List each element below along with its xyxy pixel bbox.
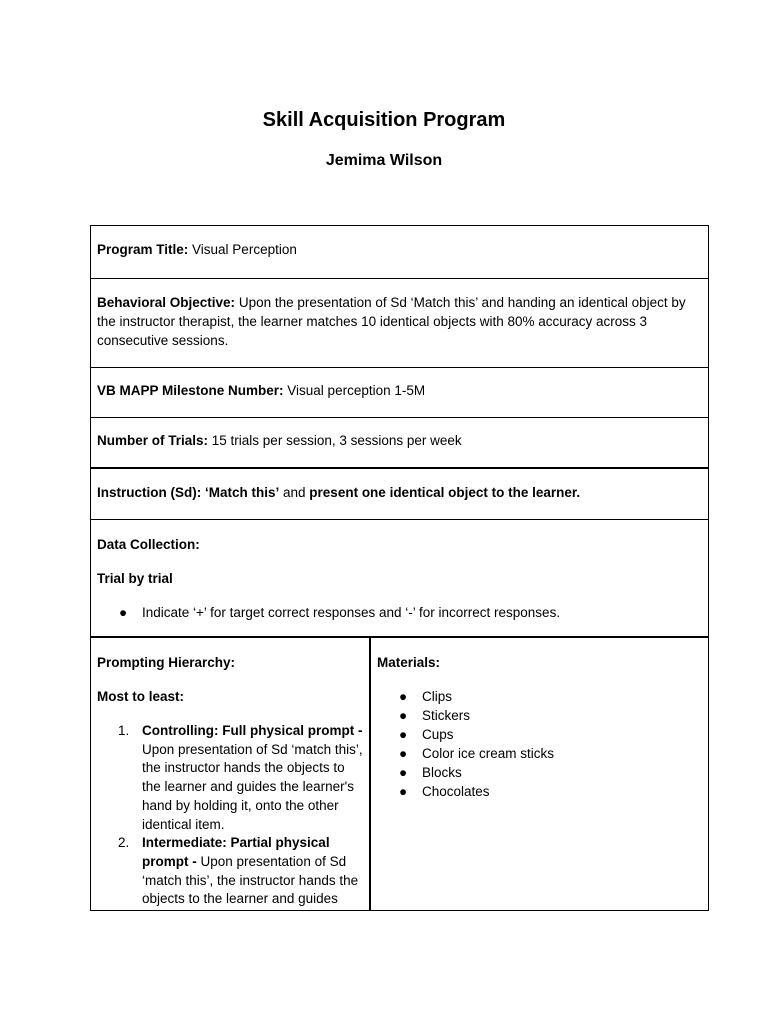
milestone-row bbox=[91, 368, 708, 418]
student-name: Jemima Wilson bbox=[325, 152, 443, 169]
data-collection-heading: Data Collection: bbox=[97, 537, 200, 552]
list-item: ● Cups bbox=[399, 727, 454, 742]
data-collection-row bbox=[91, 520, 708, 638]
bullet-icon: ● bbox=[399, 765, 408, 780]
materials-column bbox=[371, 638, 708, 910]
list-item: ● Chocolates bbox=[399, 784, 490, 799]
behavioral-objective-value: Upon the presentation of Sd ‘Match this’ and handing an identical object by the instructor therapist, the learner matches 10 identical objects with 80% accuracy across 3 consecutive sessions. bbox=[97, 295, 686, 348]
list-item: ● Blocks bbox=[399, 765, 462, 780]
data-collection-method: Trial by trial bbox=[97, 571, 173, 586]
list-item: ● Color ice cream sticks bbox=[399, 746, 555, 761]
prompting-heading: Prompting Hierarchy: bbox=[97, 655, 236, 670]
milestone-value: Visual perception 1-5M bbox=[283, 383, 426, 398]
bullet-icon: ● bbox=[399, 746, 408, 761]
prompting-steps bbox=[97, 722, 367, 909]
instruction-label: Instruction (Sd): bbox=[97, 485, 202, 500]
materials-heading: Materials: bbox=[377, 655, 441, 670]
program-table bbox=[90, 225, 709, 911]
prompting-order: Most to least: bbox=[97, 689, 185, 704]
instruction-quote: ‘Match this’ bbox=[201, 485, 280, 500]
instruction-row bbox=[91, 469, 708, 520]
milestone-label: VB MAPP Milestone Number: bbox=[97, 383, 284, 398]
list-item: 2. Intermediate: Partial physical prompt - Upon presentation of Sd ‘match this’, the instructor hands the objects to the learner and guides bbox=[118, 835, 359, 907]
bullet-icon: ● bbox=[399, 784, 408, 799]
bullet-icon: ● bbox=[119, 605, 128, 620]
list-item: ● Clips bbox=[399, 689, 453, 704]
trials-label: Number of Trials: bbox=[97, 433, 209, 448]
document-title: Skill Acquisition Program bbox=[262, 109, 506, 131]
program-title-label: Program Title: bbox=[97, 242, 189, 257]
behavioral-objective-row bbox=[91, 279, 708, 368]
instruction-action: present one identical object to the learner. bbox=[309, 485, 581, 500]
bullet-icon: ● bbox=[399, 727, 408, 742]
bullet-icon: ● bbox=[399, 708, 408, 723]
materials-list bbox=[377, 687, 700, 801]
step-text: Upon presentation of Sd ‘match this’, the instructor hands the objects to the learner and guides the learner's hand by holding it, onto the other identical item. bbox=[142, 741, 363, 832]
bullet-icon: ● bbox=[399, 689, 408, 704]
step-title: Controlling: Full physical prompt - bbox=[142, 723, 363, 738]
behavioral-objective-label: Behavioral Objective: bbox=[97, 295, 236, 310]
prompting-column bbox=[91, 638, 369, 910]
instruction-connector: and bbox=[279, 485, 310, 500]
program-title-value: Visual Perception bbox=[188, 242, 297, 257]
trials-row bbox=[91, 418, 708, 469]
program-title-row bbox=[91, 226, 708, 279]
data-collection-list bbox=[97, 603, 700, 622]
list-item: 1. Controlling: Full physical prompt - Upon presentation of Sd ‘match this’, the instructor hands the objects to the learner and guides the learner's hand by holding it, onto the other identical item. bbox=[118, 723, 363, 832]
step-text: Upon presentation of Sd ‘match this’, the instructor hands the objects to the learner and guides bbox=[142, 853, 359, 907]
list-item: ● Indicate ‘+’ for target correct responses and ‘-’ for incorrect responses. bbox=[119, 605, 561, 620]
step-title: Intermediate: Partial physical prompt - bbox=[142, 835, 330, 869]
list-item: ● Stickers bbox=[399, 708, 471, 723]
trials-value: 15 trials per session, 3 sessions per week bbox=[208, 433, 462, 448]
